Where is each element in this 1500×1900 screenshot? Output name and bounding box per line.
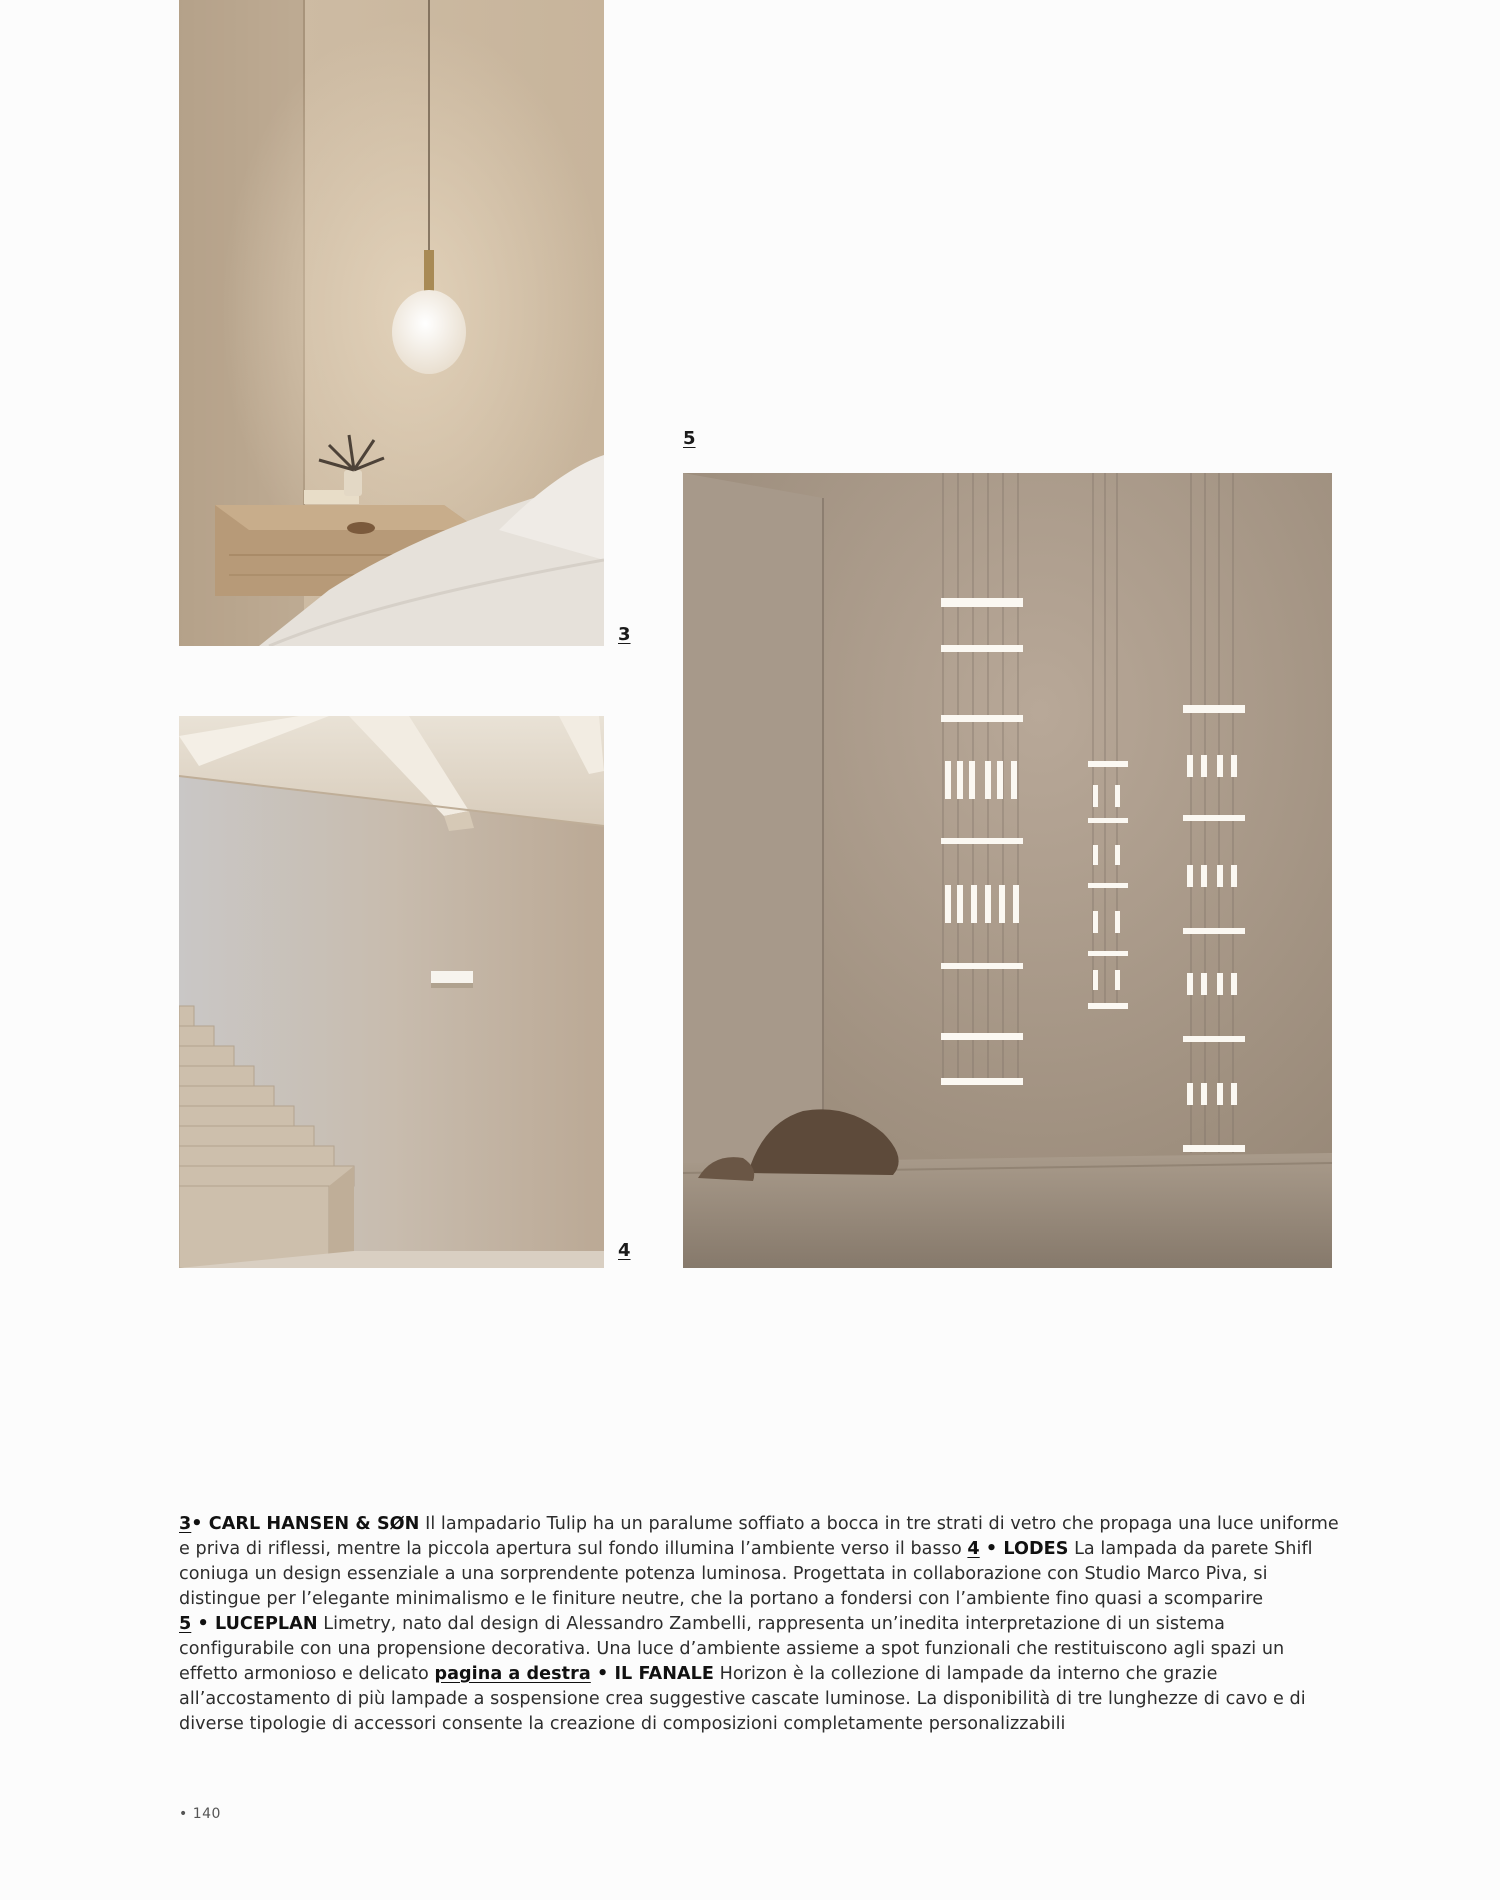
caption-ref-5: 5 [179,1614,192,1634]
brand-lodes: • LODES [979,1539,1069,1559]
figure-number-4: 4 [618,1240,631,1261]
caption-item-5-text: Limetry, nato dal design di Alessandro Zambelli, rappresenta un’inedita interpretazione di un sistema configurabile con una propensione decorativa. Una luce d’ambiente assieme a spot funzionali che restituiscono agli spazi un effetto armonioso e delicato [179,1614,1285,1684]
figure-number-3: 3 [618,624,631,645]
photo-limetry-suspension-lamps [683,473,1332,1268]
caption-item-6-text: Horizon è la collezione di lampade da interno che grazie all’accostamento di più lampade a sospensione crea suggestive cascate luminose. La disponibilità di tre lunghezze di cavo e di diverse tipologie di accessori consente la creazione di composizioni completamente personalizzabili [179,1664,1306,1734]
photo-shifl-wall-lamp-staircase [179,716,604,1268]
figure-number-5: 5 [683,428,696,449]
caption-item-3-text: Il lampadario Tulip ha un paralume soffiato a bocca in tre strati di vetro che propaga una luce uniforme e priva di riflessi, mentre la piccola apertura sul fondo illumina l’ambiente verso il basso [179,1514,1339,1559]
caption-item-4-text: La lampada da parete Shifl coniuga un design essenziale a una sorprendente potenza luminosa. Progettata in collaborazione con Studio Marco Piva, si distingue per l’elegante minimalismo e le finiture neutre, che la portano a fondersi con l’ambiente fino quasi a scomparire [179,1539,1313,1609]
caption-ref-4: 4 [967,1539,980,1559]
caption-ref-3: 3 [179,1514,192,1534]
photo-tulip-pendant-bedroom [179,0,604,646]
link-pagina-a-destra[interactable]: pagina a destra [434,1664,591,1684]
brand-luceplan: • LUCEPLAN [191,1614,318,1634]
caption-text [179,1512,1339,1737]
page-number: • 140 [179,1806,221,1822]
brand-il-fanale: • IL FANALE [590,1664,714,1684]
brand-carl-hansen: • CARL HANSEN & SØN [191,1514,420,1534]
